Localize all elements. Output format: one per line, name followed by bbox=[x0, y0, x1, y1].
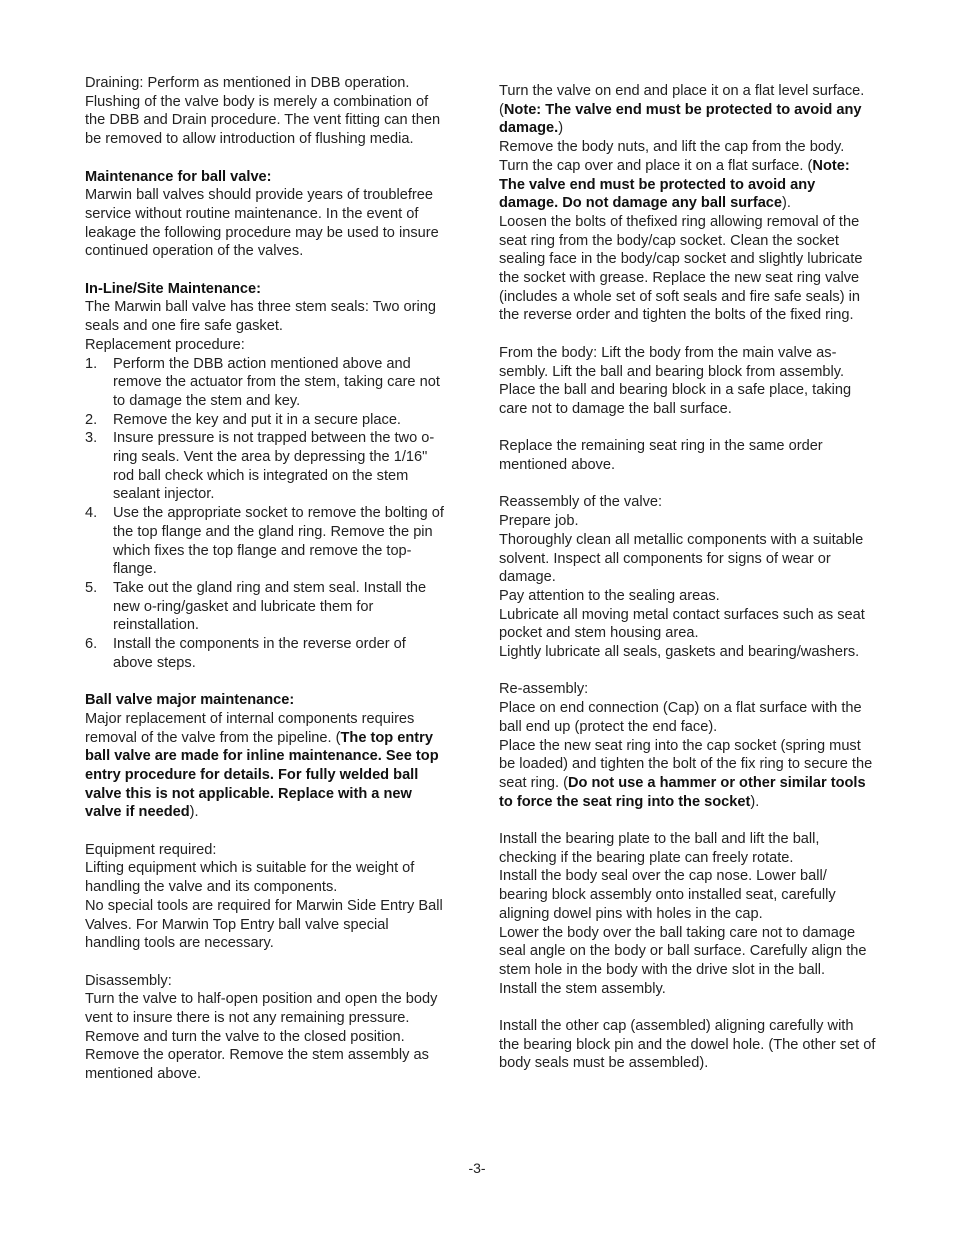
inline-maintenance-heading: In-Line/Site Maintenance: bbox=[85, 280, 261, 297]
major-maintenance-paragraph: Major replacement of internal components requires removal of the valve from the pipeline. (The top entry ball valve are made for inline maintenance. See top entry procedure for details. For fully welded ball valve this is not applicable. Replace with a new valve if needed). bbox=[85, 710, 439, 821]
reassembly-label: Reassembly of the valve: bbox=[499, 494, 663, 511]
re-assembly-label: Re-assembly: bbox=[499, 681, 589, 698]
replace-seat-paragraph: Replace the remaining seat ring in the same order mentioned above. bbox=[499, 438, 823, 474]
turn-valve-paragraph: Turn the valve on end and place it on a flat level surface. (Note: The valve end must be protected to avoid any damage.) bbox=[499, 83, 865, 137]
step-item: 3. Insure pressure is not trapped between the two o-ring seals. Vent the area by depressing the 1/16" rod ball check which is integrated on the stem sealant injector. bbox=[85, 430, 435, 503]
lower-body-paragraph: Lower the body over the ball taking care not to damage seal angle on the body or ball surface. Carefully align the stem hole in the body with the drive slot in the ball. bbox=[499, 924, 867, 978]
right-column bbox=[499, 74, 877, 1073]
step-item: 4. Use the appropriate socket to remove the bolting of the top flange and the gland ring. Remove the pin which fixes the top flange and remove the top-flange. bbox=[85, 505, 444, 578]
disassembly-paragraph: Turn the valve to half-open position and open the body vent to insure there is not any remaining pressure. Remove and turn the valve to the closed position. Remove the operator. Remove the stem assembly as mentioned above. bbox=[85, 991, 438, 1083]
equipment-paragraph-2: No special tools are required for Marwin Side Entry Ball Valves. For Marwin Top Entry ball valve special handling tools are necessary. bbox=[85, 897, 443, 952]
place-cap-paragraph: Place on end connection (Cap) on a flat surface with the ball end up (protect the end face). bbox=[499, 700, 862, 735]
attention-paragraph: Pay attention to the sealing areas. bbox=[499, 587, 720, 604]
remove-nuts-paragraph: Remove the body nuts, and lift the cap from the body. Turn the cap over and place it on a flat surface. (Note: The valve end must be protected to avoid any damage. Do not damage any ball surface). bbox=[499, 139, 850, 212]
equipment-paragraph-1: Lifting equipment which is suitable for the weight of handling the valve and its components. bbox=[85, 860, 415, 896]
draining-paragraph: Draining: Perform as mentioned in DBB operation. Flushing of the valve body is merely a combination of the DBB and Drain procedure. The vent fitting can then be removed to allow introduction of flushing media. bbox=[85, 75, 441, 148]
clean-paragraph: Thoroughly clean all metallic components with a suitable solvent. Inspect all components for signs of wear or damage. bbox=[499, 531, 864, 586]
replacement-label: Replacement procedure: bbox=[85, 336, 245, 353]
step-item: 5. Take out the gland ring and stem seal. Install the new o-ring/gasket and lubricate them for reinstallation. bbox=[85, 579, 427, 634]
bearing-plate-paragraph: Install the bearing plate to the ball and lift the ball, checking if the bearing plate can freely rotate. bbox=[499, 831, 820, 866]
maintenance-paragraph: Marwin ball valves should provide years of troublefree service without routine maintenance. In the event of leakage the following procedure may be used to insure continued operation of the valves. bbox=[85, 187, 439, 260]
body-seal-paragraph: Install the body seal over the cap nose. Lower ball/ bearing block assembly onto installed seat, carefully aligning dowel pins with holes in the cap. bbox=[499, 868, 836, 922]
replacement-steps bbox=[85, 355, 447, 673]
from-body-paragraph: From the body: Lift the body from the main valve assembly. Lift the ball and bearing block from assembly. Place the ball and bearing block in a safe place, taking care not to damage the ball surface. bbox=[499, 344, 852, 417]
disassembly-label: Disassembly: bbox=[85, 972, 172, 989]
step-item: 6. Install the components in the reverse order of above steps. bbox=[85, 636, 406, 671]
inline-maintenance-paragraph: The Marwin ball valve has three stem seals: Two oring seals and one fire safe gasket. bbox=[85, 299, 436, 335]
left-column bbox=[85, 74, 447, 1084]
step-item: 2. Remove the key and put it in a secure place. bbox=[85, 411, 401, 428]
equipment-label: Equipment required: bbox=[85, 841, 217, 858]
loosen-bolts-paragraph: Loosen the bolts of thefixed ring allowing removal of the seat ring from the body/cap socket. Clean the socket sealing face in the body/cap socket and slightly lubricate the socket with grease. Replace the new seat ring valve (includes a whole set of soft seals and fire safe seals) in the reverse order and tighten the bolts of the fixed ring. bbox=[499, 213, 863, 324]
lubricate-paragraph: Lubricate all moving metal contact surfaces such as seat pocket and stem housing area. bbox=[499, 606, 865, 642]
seat-ring-paragraph: Place the new seat ring into the cap socket (spring must be loaded) and tighten the bolt of the fix ring to secure the seat ring. (Do not use a hammer or other similar tools to force the seat ring into the socket). bbox=[499, 737, 873, 810]
other-cap-paragraph: Install the other cap (assembled) aligning carefully with the bearing block pin and the dowel hole. (The other set of body seals must be assembled). bbox=[499, 1018, 876, 1072]
prepare-paragraph: Prepare job. bbox=[499, 513, 579, 530]
stem-assembly-paragraph: Install the stem assembly. bbox=[499, 980, 666, 997]
page-number: -3- bbox=[468, 1160, 486, 1176]
maintenance-heading: Maintenance for ball valve: bbox=[85, 168, 272, 185]
step-item: 1. Perform the DBB action mentioned above and remove the actuator from the stem, taking care not to damage the stem and key. bbox=[85, 355, 440, 409]
major-maintenance-heading: Ball valve major maintenance: bbox=[85, 692, 295, 709]
lightly-lubricate-paragraph: Lightly lubricate all seals, gaskets and bearing/washers. bbox=[499, 644, 860, 661]
